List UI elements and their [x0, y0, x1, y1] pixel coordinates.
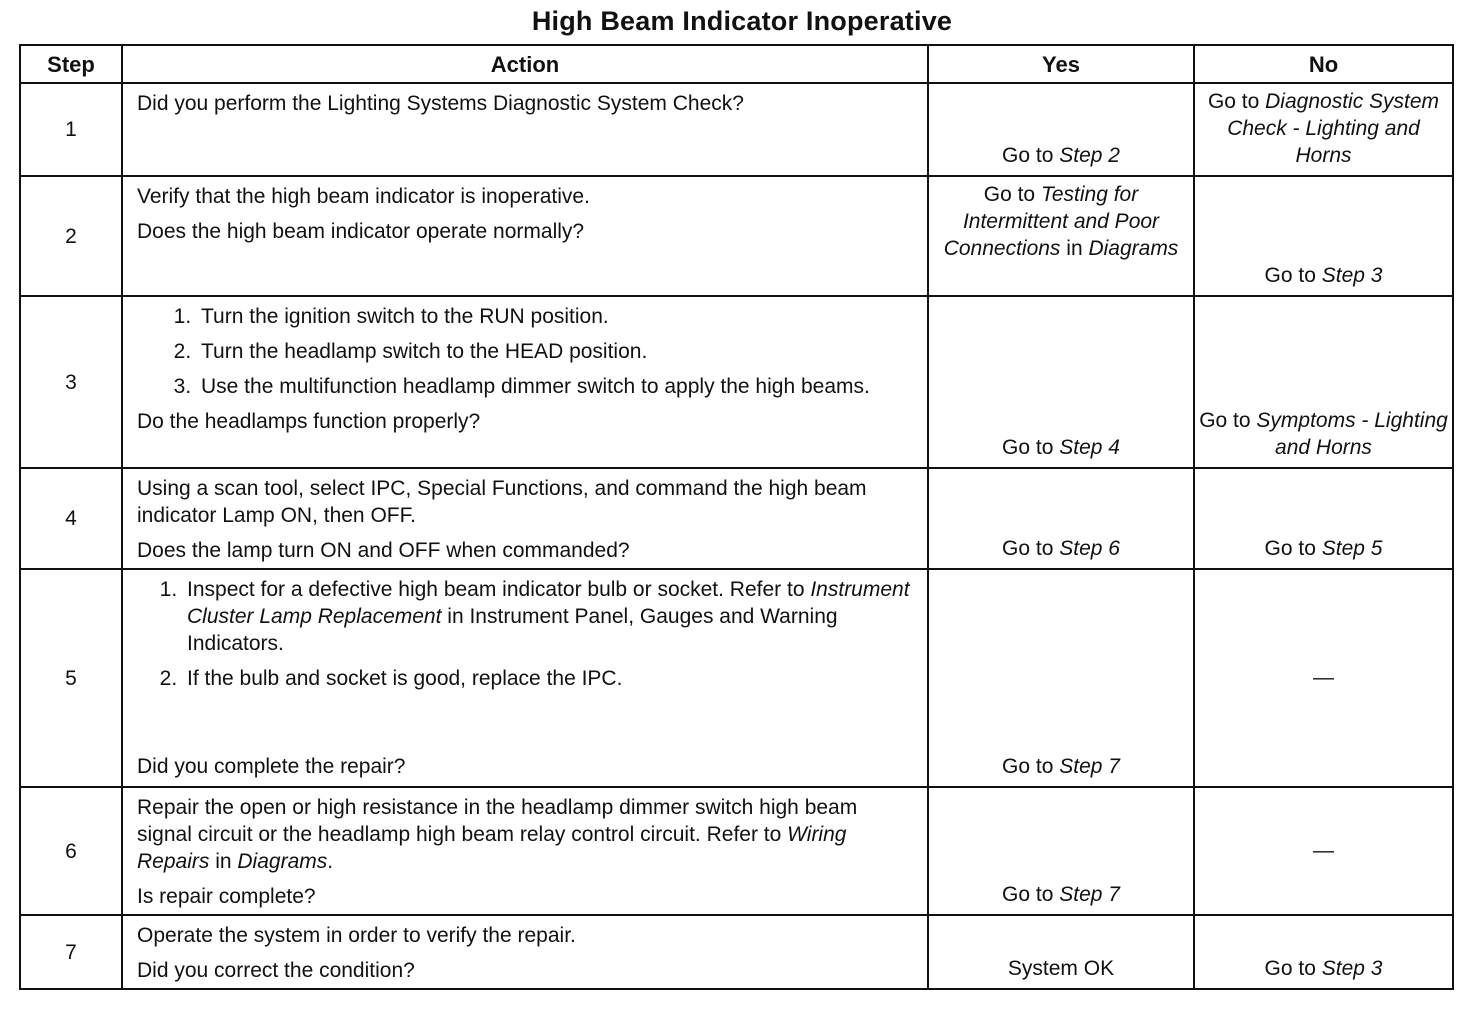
action-line: Verify that the high beam indicator is inoperative.: [137, 185, 590, 208]
action-cell: [122, 915, 928, 989]
substep-link[interactable]: Instrument Cluster Lamp Replacement: [187, 578, 910, 628]
no-prefix: Go to: [1264, 537, 1322, 560]
action-cell: [122, 83, 928, 176]
yes-cell: [928, 176, 1194, 296]
table-row: [20, 296, 1453, 468]
action-question: Does the lamp turn ON and OFF when commanded?: [137, 539, 630, 562]
substep: 1. Turn the ignition switch to the RUN position.: [197, 303, 915, 330]
yes-cell: System OK: [928, 915, 1194, 989]
action-link-2[interactable]: Diagrams: [237, 850, 328, 873]
yes-cell: [928, 296, 1194, 468]
table-row: [20, 468, 1453, 569]
no-cell: [1194, 176, 1453, 296]
table-row: [20, 787, 1453, 915]
no-link[interactable]: Diagnostic System Check - Lighting and Horns: [1227, 90, 1440, 167]
substep-list: [137, 576, 915, 692]
no-cell: [1194, 915, 1453, 989]
yes-link[interactable]: Step 7: [1059, 755, 1120, 778]
no-cell: [1194, 296, 1453, 468]
no-prefix: Go to: [1264, 264, 1322, 287]
substep: 3. Use the multifunction headlamp dimmer switch to apply the high beams.: [197, 373, 915, 400]
no-cell: —: [1194, 787, 1453, 915]
no-prefix: Go to: [1199, 409, 1257, 432]
action-question: Does the high beam indicator operate normally?: [137, 220, 585, 243]
table-header-row: [20, 45, 1453, 83]
yes-cell: [928, 569, 1194, 787]
table-row: [20, 569, 1453, 787]
action-question: Did you correct the condition?: [137, 959, 415, 982]
no-cell: [1194, 83, 1453, 176]
step-number: 1: [20, 83, 122, 176]
substep-text-suffix: in Instrument Panel, Gauges and Warning Indicators.: [187, 605, 838, 655]
action-text: Repair the open or high resistance in the headlamp dimmer switch high beam signal circuit or the headlamp high beam relay control circuit. Refer to: [137, 796, 858, 846]
action-line: Operate the system in order to verify the repair.: [137, 924, 576, 947]
step-number: 7: [20, 915, 122, 989]
substep: [183, 576, 915, 657]
yes-prefix: Go to: [1002, 144, 1060, 167]
action-text-mid: in: [209, 850, 238, 873]
action-question: Do the headlamps function properly?: [137, 410, 481, 433]
no-prefix: Go to: [1264, 957, 1322, 980]
action-cell: [122, 296, 928, 468]
no-link[interactable]: Step 3: [1321, 264, 1383, 287]
substep-text: Inspect for a defective high beam indicator bulb or socket. Refer to: [187, 578, 811, 601]
step-number: 2: [20, 176, 122, 296]
action-question: Did you complete the repair?: [137, 755, 406, 778]
no-cell: [1194, 468, 1453, 569]
table-row: [20, 915, 1453, 989]
substep-list: [137, 303, 915, 400]
table-row: [20, 83, 1453, 176]
yes-cell: [928, 468, 1194, 569]
no-prefix: Go to: [1207, 90, 1266, 113]
no-link[interactable]: Symptoms - Lighting and Horns: [1256, 409, 1448, 459]
yes-prefix: Go to: [983, 183, 1041, 206]
table-row: [20, 176, 1453, 296]
action-cell: [122, 468, 928, 569]
substep: 2. If the bulb and socket is good, replace the IPC.: [183, 665, 915, 692]
action-line: [137, 794, 915, 875]
yes-link[interactable]: Step 7: [1059, 883, 1120, 906]
yes-prefix: Go to: [1002, 755, 1060, 778]
action-link[interactable]: Wiring Repairs: [137, 823, 847, 873]
yes-link[interactable]: Step 6: [1059, 537, 1120, 560]
header-no: No: [1194, 45, 1453, 83]
header-yes: Yes: [928, 45, 1194, 83]
page-title: High Beam Indicator Inoperative: [531, 6, 953, 36]
yes-cell: [928, 787, 1194, 915]
action-cell: [122, 176, 928, 296]
action-text-suffix: .: [327, 850, 334, 873]
header-step: Step: [20, 45, 122, 83]
yes-link[interactable]: Testing for Intermittent and Poor Connections: [943, 183, 1160, 260]
yes-prefix: Go to: [1002, 883, 1060, 906]
yes-link[interactable]: Step 2: [1059, 144, 1120, 167]
substep: 2. Turn the headlamp switch to the HEAD position.: [197, 338, 915, 365]
step-number: 6: [20, 787, 122, 915]
step-number: 5: [20, 569, 122, 787]
action-question: Is repair complete?: [137, 885, 316, 908]
action-cell: [122, 569, 928, 787]
no-link[interactable]: Step 5: [1321, 537, 1383, 560]
yes-prefix: Go to: [1002, 537, 1060, 560]
yes-cell: [928, 83, 1194, 176]
action-line: Using a scan tool, select IPC, Special Functions, and command the high beam indicator Lamp ON, then OFF.: [137, 477, 867, 527]
step-number: 4: [20, 468, 122, 569]
yes-prefix: Go to: [1002, 436, 1060, 459]
yes-mid: in: [1060, 237, 1089, 260]
diagnostic-table: [19, 44, 1454, 990]
action-line: Did you perform the Lighting Systems Diagnostic System Check?: [137, 92, 744, 115]
yes-link[interactable]: Step 4: [1059, 436, 1120, 459]
action-cell: [122, 787, 928, 915]
step-number: 3: [20, 296, 122, 468]
no-link[interactable]: Step 3: [1321, 957, 1383, 980]
header-action: Action: [122, 45, 928, 83]
yes-link-2[interactable]: Diagrams: [1088, 237, 1179, 260]
no-cell: —: [1194, 569, 1453, 787]
